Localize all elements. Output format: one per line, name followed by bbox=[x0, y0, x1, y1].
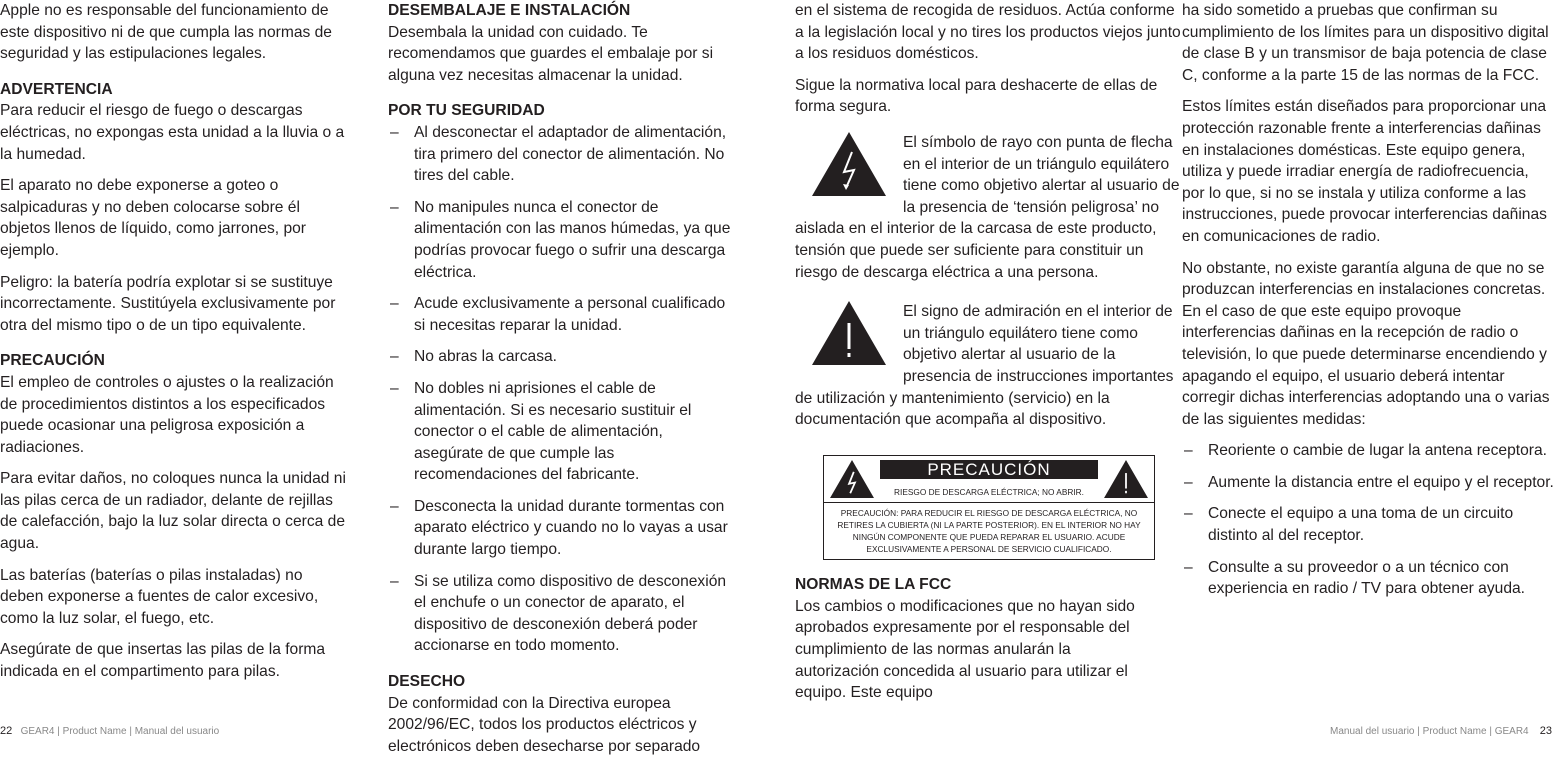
page-number: 22 bbox=[0, 725, 13, 737]
lightning-symbol-note bbox=[795, 132, 1181, 293]
list-item: – No dobles ni aprisiones el cable de alimentación. Si es necesario sustituir el conector o el cable de alimentación, asegúrate de que cumple las recomendaciones del fabricante. bbox=[388, 378, 734, 486]
page-number: 23 bbox=[1539, 725, 1552, 737]
paragraph: Las baterías (baterías o pilas instaladas) no deben exponerse a fuentes de calor excesivo, como la luz solar, el fuego, etc. bbox=[0, 566, 319, 627]
lightning-triangle-icon bbox=[795, 132, 903, 202]
caution-banner: PRECAUCIÓN bbox=[880, 460, 1098, 479]
disposal-heading: DESECHO bbox=[388, 673, 466, 691]
right-column-1 bbox=[795, 0, 1181, 714]
intro-text: Apple no es responsable del funcionamiento de este dispositivo ni de que cumpla las normas de seguridad y las estipulaciones legales. bbox=[0, 2, 332, 63]
fcc-measures-list bbox=[1182, 440, 1554, 600]
warning-heading: ADVERTENCIA bbox=[0, 80, 113, 98]
unpack-heading: DESEMBALAJE E INSTALACIÓN bbox=[388, 2, 631, 19]
paragraph: Sigue la normativa local para deshacerte de ellas de forma segura. bbox=[795, 76, 1158, 116]
footer-text: Manual del usuario | Product Name | GEAR4 bbox=[1330, 726, 1529, 737]
paragraph: Estos límites están diseñados para proporcionar una protección razonable frente a interferencias dañinas en instalaciones domésticas. Este equipo genera, utiliza y puede irradiar energía de radiofrecuencia, por lo que, si no se instala y utiliza conforme a las instrucciones, puede provocar interferencias dañinas en comunicaciones de radio. bbox=[1182, 98, 1547, 245]
list-item: – Al desconectar el adaptador de alimentación, tira primero del conector de alimentación. No tires del cable. bbox=[388, 122, 734, 187]
list-item: – Aumente la distancia entre el equipo y el receptor. bbox=[1182, 472, 1554, 494]
safety-list bbox=[388, 122, 734, 657]
paragraph: De conformidad con la Directiva europea 2002/96/EC, todos los productos eléctricos y electrónicos deben desecharse por separado bbox=[388, 694, 701, 755]
paragraph: No obstante, no existe garantía alguna de que no se produzcan interferencias en instalaciones concretas. En el caso de que este equipo provoque interferencias dañinas en la recepción de radio o televisión, lo que puede determinarse encendiendo y apagando el equipo, el usuario deberá intentar corregir dichas interferencias adoptando una o varias de las siguientes medidas: bbox=[1182, 259, 1550, 428]
paragraph: El símbolo de rayo con punta de flecha en el interior de un triángulo equilátero tiene como objetivo alertar al usuario de la presencia de ‘tensión peligrosa’ no aislada en el interior de la carcasa de este producto, tensión que puede ser suficiente para constituir un riesgo de descarga eléctrica a una persona. bbox=[795, 133, 1180, 281]
exclamation-triangle-icon bbox=[795, 301, 903, 371]
caution-label-box bbox=[823, 455, 1155, 561]
paragraph: Los cambios o modificaciones que no hayan sido aprobados expresamente por el responsable del cumplimiento de las normas anularán la autorización concedida al usuario para utilizar el equipo. Este equipo bbox=[795, 597, 1135, 702]
paragraph: Asegúrate de que insertas las pilas de la forma indicada en el compartimento para pilas. bbox=[0, 641, 326, 681]
caution-subtitle: RIESGO DE DESCARGA ELÉCTRICA; NO ABRIR. bbox=[894, 486, 1084, 497]
list-item: – Desconecta la unidad durante tormentas con aparato eléctrico y cuando no lo vayas a usar durante largo tiempo. bbox=[388, 496, 734, 561]
right-column-2 bbox=[1182, 0, 1554, 610]
paragraph: Peligro: la batería podría explotar si se sustituye incorrectamente. Sustitúyela exclusivamente por otra del mismo tipo o de un tipo equivalente. bbox=[0, 273, 336, 334]
paragraph: Para reducir el riesgo de fuego o descargas eléctricas, no expongas esta unidad a la lluvia o a la humedad. bbox=[0, 102, 345, 163]
list-item: – Consulte a su proveedor o a un técnico con experiencia en radio / TV para obtener ayuda. bbox=[1182, 557, 1554, 600]
paragraph: El signo de admiración en el interior de un triángulo equilátero tiene como objetivo alertar al usuario de la presencia de instrucciones importantes de utilización y mantenimiento (servicio) en la documentación que acompaña al dispositivo. bbox=[795, 303, 1174, 429]
list-item: – Si se utiliza como dispositivo de desconexión el enchufe o un conector de aparato, el dispositivo de desconexión deberá poder accionarse en todo momento. bbox=[388, 571, 734, 657]
lightning-triangle-icon bbox=[830, 460, 874, 498]
paragraph: El empleo de controles o ajustes o la realización de procedimientos distintos a los especificados puede ocasionar una peligrosa exposición a radiaciones. bbox=[0, 373, 334, 456]
paragraph: ha sido sometido a pruebas que confirman su cumplimiento de los límites para un dispositivo digital de clase B y un transmisor de baja potencia de clase C, conforme a la parte 15 de las normas de la FCC. bbox=[1182, 2, 1549, 84]
paragraph: en el sistema de recogida de residuos. Actúa conforme a la legislación local y no tires los productos viejos junto a los residuos domésticos. bbox=[795, 2, 1181, 63]
list-item: – Conecte el equipo a una toma de un circuito distinto al del receptor. bbox=[1182, 503, 1554, 546]
right-footer bbox=[1330, 725, 1552, 738]
caution-heading: PRECAUCIÓN bbox=[0, 352, 105, 370]
exclamation-symbol-note bbox=[795, 301, 1181, 441]
left-column-1 bbox=[0, 0, 350, 693]
fcc-heading: NORMAS DE LA FCC bbox=[795, 576, 952, 594]
left-footer bbox=[0, 725, 219, 738]
safety-heading: POR TU SEGURIDAD bbox=[388, 102, 545, 120]
footer-text: GEAR4 | Product Name | Manual del usuario bbox=[20, 726, 220, 737]
paragraph: Desembala la unidad con cuidado. Te recomendamos que guardes el embalaje por si alguna vez necesitas almacenar la unidad. bbox=[388, 23, 714, 84]
left-column-2 bbox=[388, 0, 734, 767]
caution-body: PRECAUCIÓN: PARA REDUCIR EL RIESGO DE DESCARGA ELÉCTRICA, NO RETIRES LA CUBIERTA (NI LA PARTE POSTERIOR). EN EL INTERIOR NO HAY NINGÚN COMPONENTE QUE PUEDA REPARAR EL USUARIO. ACUDE EXCLUSIVAMENTE A PERSONAL DE SERVICIO CUALIFICADO. bbox=[837, 508, 1141, 555]
paragraph: El aparato no debe exponerse a goteo o salpicaduras y no deben colocarse sobre él objetos llenos de líquido, como jarrones, por ejemplo. bbox=[0, 177, 306, 259]
list-item: – Acude exclusivamente a personal cualificado si necesitas reparar la unidad. bbox=[388, 293, 734, 336]
exclamation-triangle-icon bbox=[1104, 460, 1148, 498]
list-item: – Reoriente o cambie de lugar la antena receptora. bbox=[1182, 440, 1554, 462]
list-item: – No abras la carcasa. bbox=[388, 346, 734, 368]
list-item: – No manipules nunca el conector de alimentación con las manos húmedas, ya que podrías provocar fuego o sufrir una descarga eléctrica. bbox=[388, 197, 734, 283]
paragraph: Para evitar daños, no coloques nunca la unidad ni las pilas cerca de un radiador, delante de rejillas de calefacción, bajo la luz solar directa o cerca de agua. bbox=[0, 470, 346, 553]
